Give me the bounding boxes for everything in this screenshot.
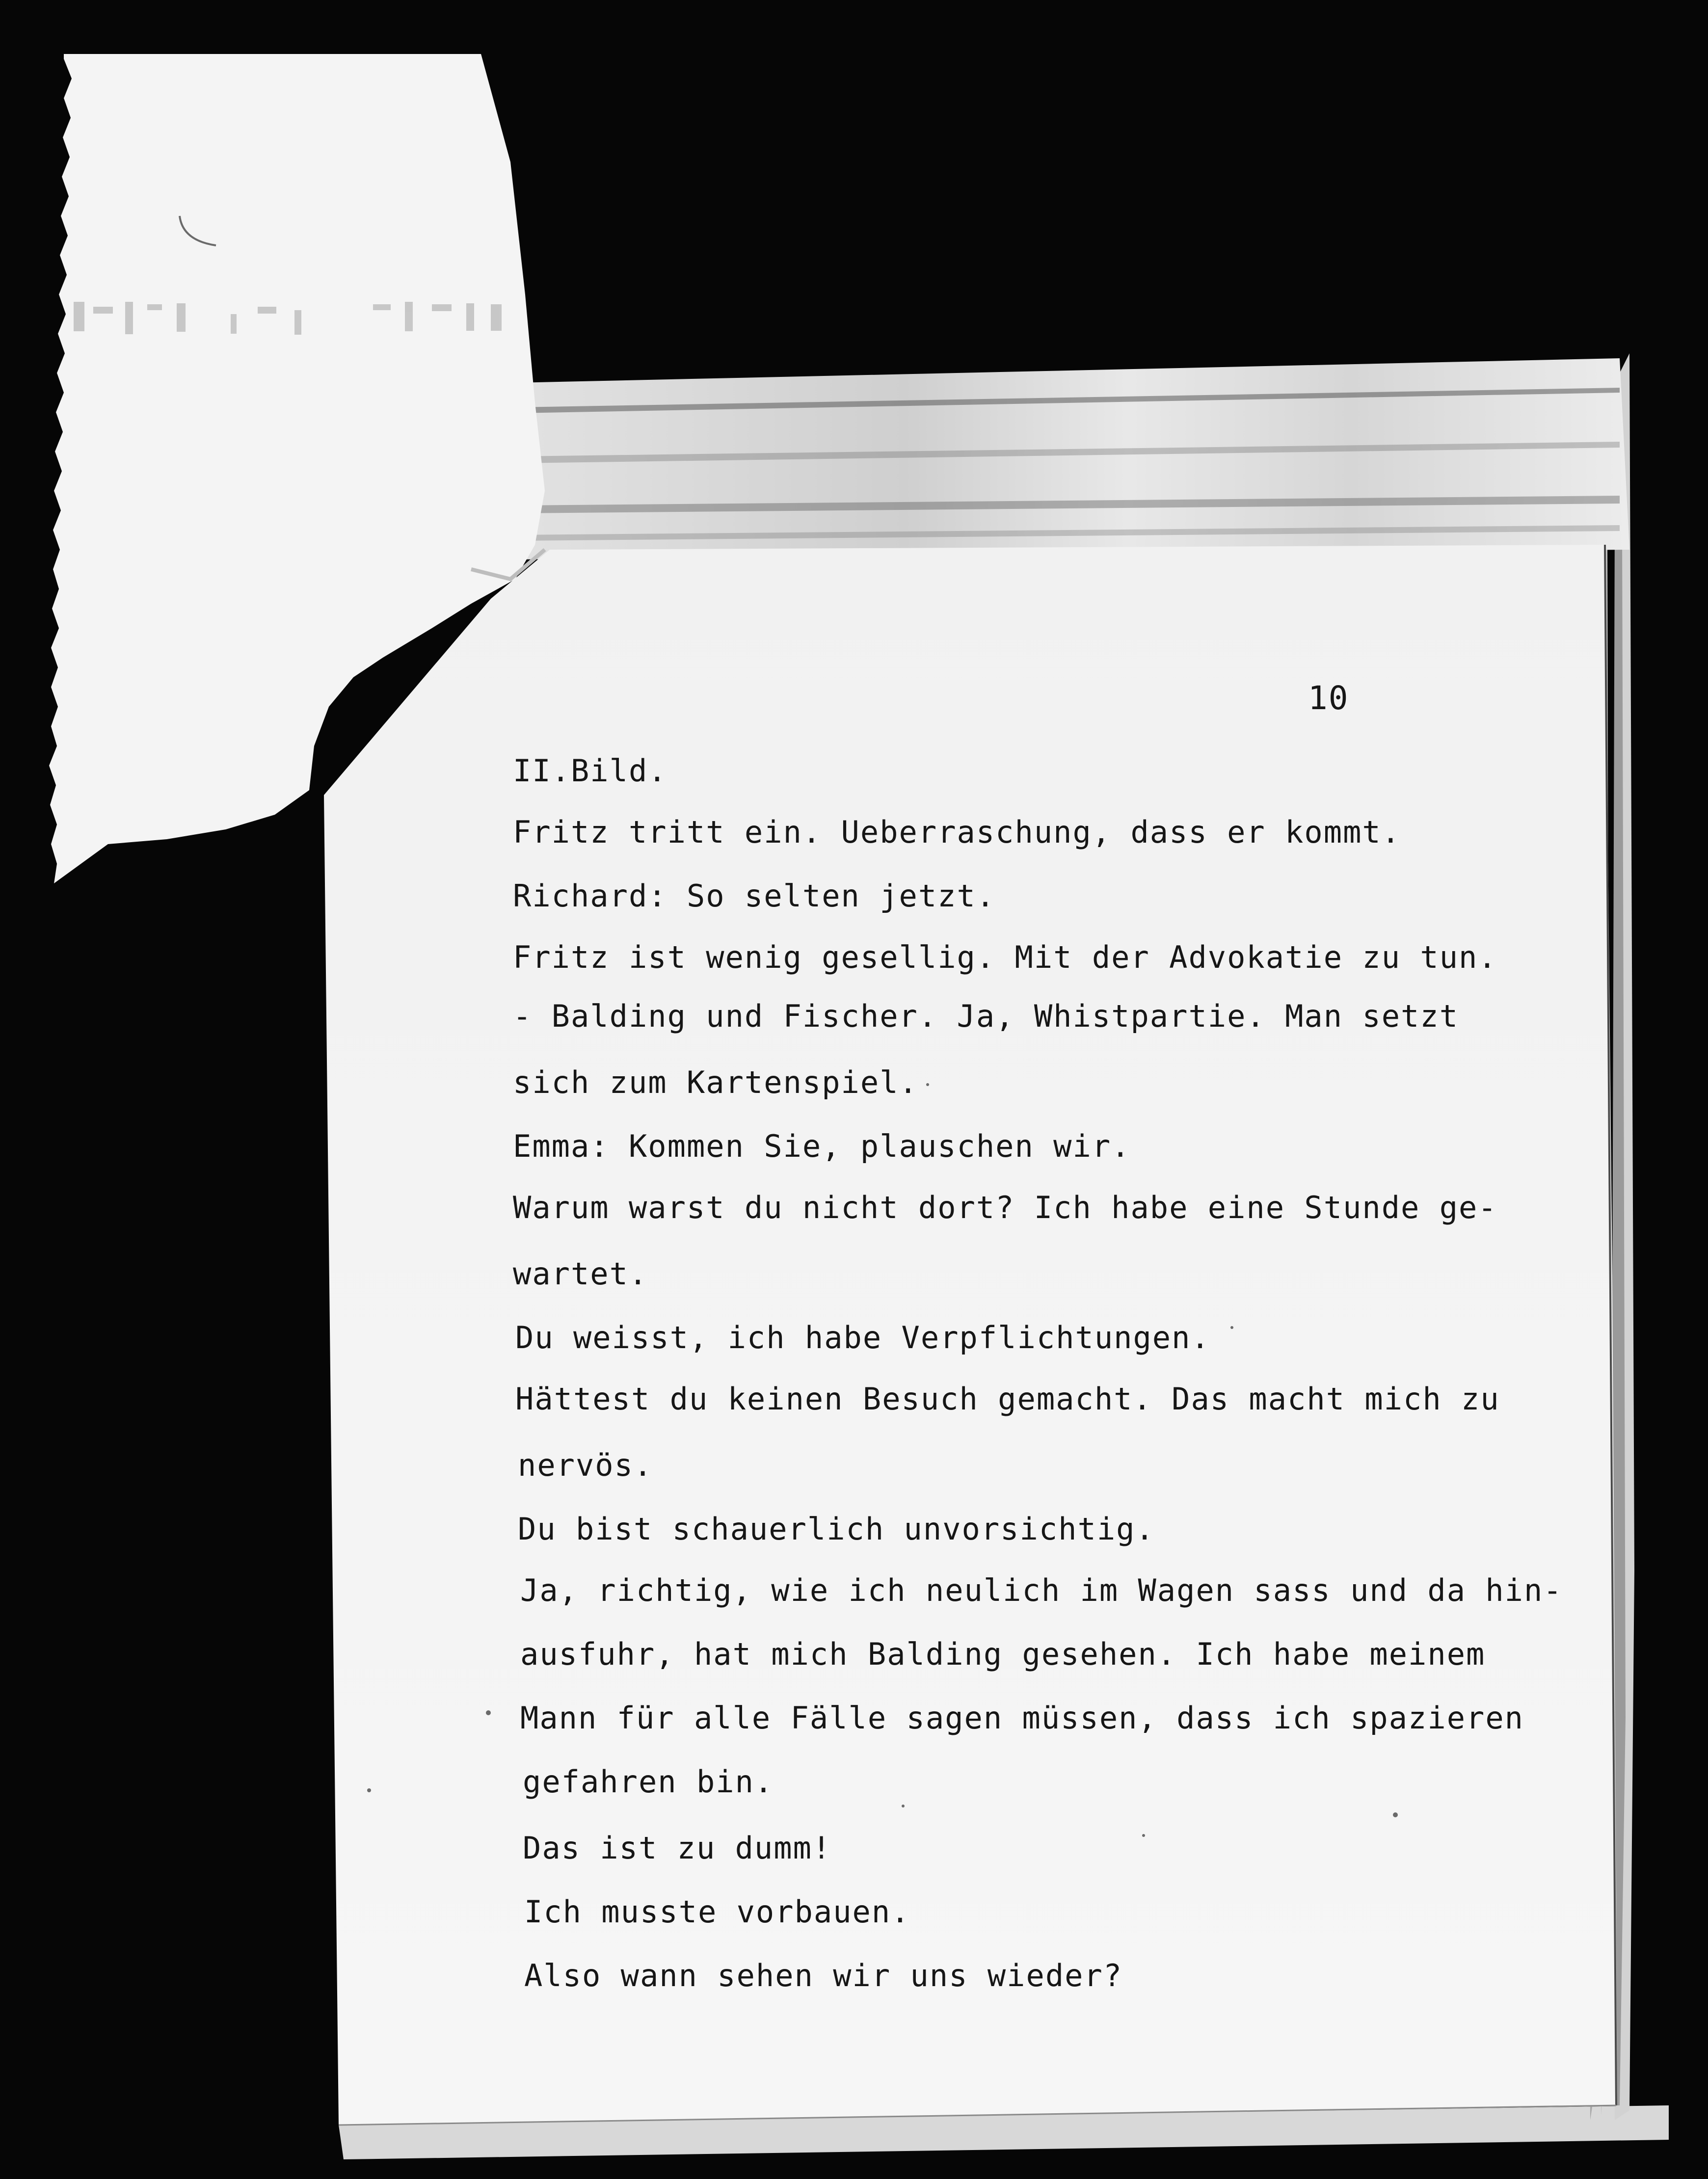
text-line: Mann für alle Fälle sagen müssen, dass ich spazieren — [520, 1700, 1524, 1736]
scene-heading: II.Bild. — [513, 753, 667, 789]
text-line: gefahren bin. — [523, 1764, 774, 1800]
text-line: nervös. — [518, 1447, 653, 1483]
text-line: Warum warst du nicht dort? Ich habe eine Stunde ge- — [513, 1190, 1497, 1225]
text-line: Ich musste vorbauen. — [524, 1894, 910, 1930]
text-line: Das ist zu dumm! — [523, 1830, 832, 1866]
text-line: Ja, richtig, wie ich neulich im Wagen sass und da hin- — [520, 1572, 1563, 1608]
text-line: Du weisst, ich habe Verpflichtungen. — [515, 1320, 1210, 1355]
text-line: Richard: So selten jetzt. — [513, 878, 996, 914]
text-line: Du bist schauerlich unvorsichtig. — [518, 1511, 1155, 1547]
text-line: Hättest du keinen Besuch gemacht. Das macht mich zu — [515, 1381, 1500, 1417]
text-line: Emma: Kommen Sie, plauschen wir. — [513, 1128, 1131, 1164]
text-line: - Balding und Fischer. Ja, Whistpartie. Man setzt — [513, 998, 1459, 1034]
text-line: sich zum Kartenspiel. — [513, 1064, 918, 1100]
text-line: Also wann sehen wir uns wieder? — [524, 1958, 1123, 1993]
page-number: 10 — [1308, 679, 1349, 717]
text-line: Fritz ist wenig gesellig. Mit der Advokatie zu tun. — [513, 939, 1497, 975]
text-line: Fritz tritt ein. Ueberraschung, dass er kommt. — [513, 814, 1401, 850]
text-line: ausfuhr, hat mich Balding gesehen. Ich habe meinem — [520, 1636, 1486, 1672]
text-line: wartet. — [513, 1256, 648, 1292]
